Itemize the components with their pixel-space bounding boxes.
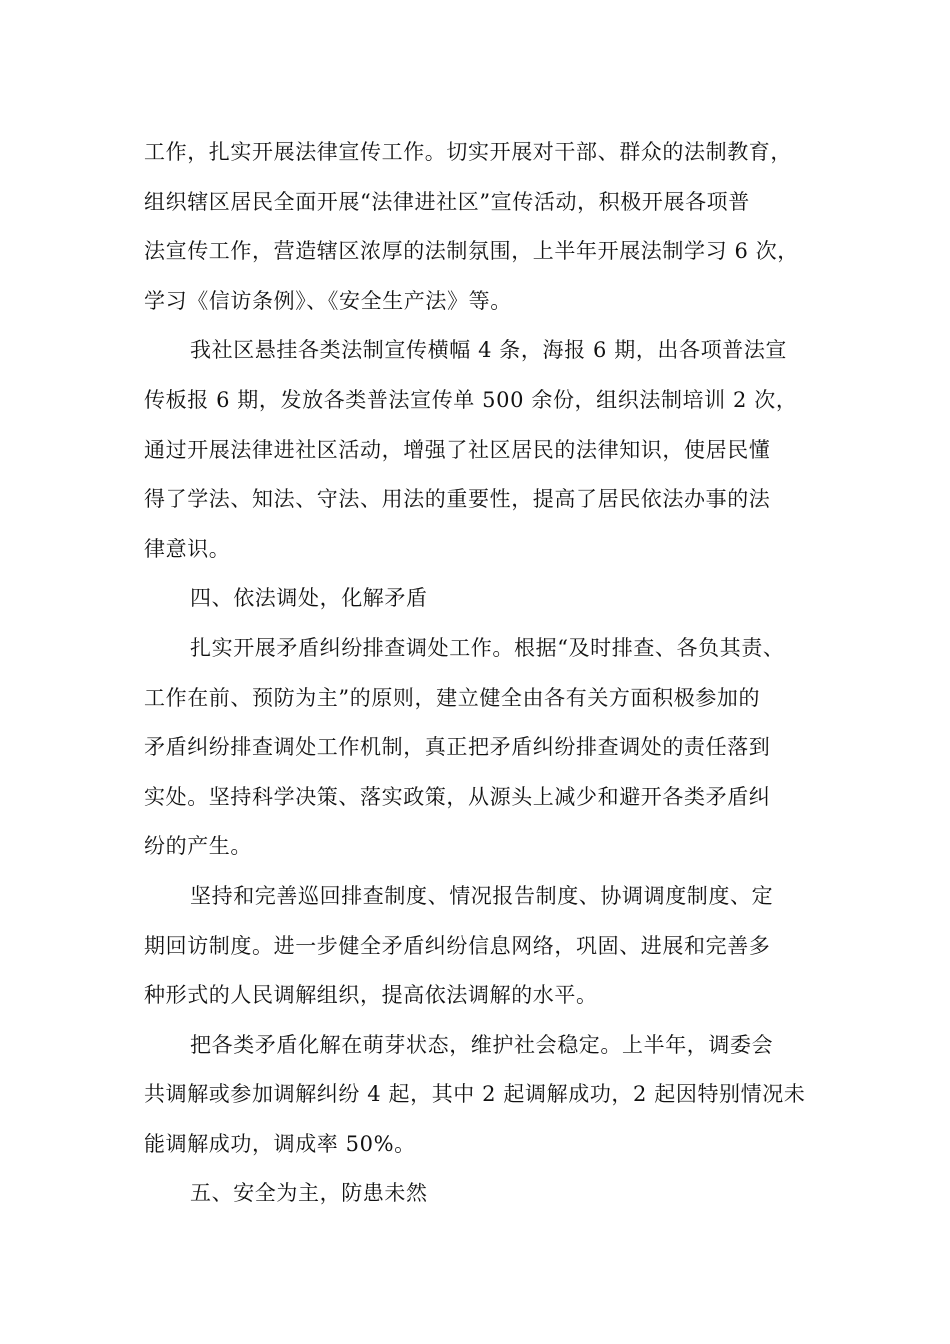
text-line: 得了学法、知法、守法、用法的重要性，提高了居民依法办事的法 [144, 487, 771, 512]
text-line: 律意识。 [144, 536, 231, 561]
text-line: 学习《信访条例》、《安全生产法》等。 [144, 288, 512, 313]
text-line: 纷的产生。 [144, 834, 252, 859]
text-line: 我社区悬挂各类法制宣传横幅 4 条，海报 6 期，出各项普法宣 [190, 338, 788, 363]
paragraph-mediation-results [144, 1021, 812, 1170]
text-line: 坚持和完善巡回排查制度、情况报告制度、协调调度制度、定 [190, 883, 774, 908]
heading-line: 四、依法调处，化解矛盾 [190, 586, 428, 611]
section-heading-five [144, 1169, 812, 1219]
text-line: 共调解或参加调解纠纷 4 起，其中 2 起调解成功，2 起因特别情况未 [144, 1082, 806, 1107]
text-line: 期回访制度。进一步健全矛盾纠纷信息网络，巩固、进展和完善多 [144, 933, 771, 958]
text-line: 扎实开展矛盾纠纷排查调处工作。根据“及时排查、各负其责、 [190, 635, 785, 660]
text-line: 工作，扎实开展法律宣传工作。切实开展对干部、群众的法制教育， [144, 140, 792, 164]
paragraph-inspection-system [144, 872, 812, 1021]
text-line: 把各类矛盾化解在萌芽状态，维护社会稳定。上半年，调委会 [190, 1032, 774, 1057]
text-line: 法宣传工作，营造辖区浓厚的法制氛围，上半年开展法制学习 6 次， [144, 239, 799, 264]
heading-line: 五、安全为主，防患未然 [190, 1181, 428, 1206]
paragraph-community-banners [144, 326, 812, 574]
section-heading-four [144, 574, 812, 624]
paragraph-dispute-mediation [144, 624, 812, 872]
paragraph-legal-publicity [144, 128, 812, 326]
text-line: 矛盾纠纷排查调处工作机制，真正把矛盾纠纷排查调处的责任落到 [144, 735, 771, 760]
document-body [144, 128, 812, 1219]
text-line: 组织辖区居民全面开展“法律进社区”宣传活动，积极开展各项普 [144, 189, 750, 214]
text-line: 种形式的人民调解组织，提高依法调解的水平。 [144, 983, 598, 1008]
text-line: 工作在前、预防为主”的原则，建立健全由各有关方面积极参加的 [144, 685, 761, 710]
text-line: 能调解成功，调成率 50%。 [144, 1131, 416, 1156]
text-line: 传板报 6 期，发放各类普法宣传单 500 余份，组织法制培训 2 次， [144, 387, 798, 412]
text-line: 实处。坚持科学决策、落实政策，从源头上减少和避开各类矛盾纠 [144, 784, 771, 809]
text-line: 通过开展法律进社区活动，增强了社区居民的法律知识，使居民懂 [144, 437, 771, 462]
